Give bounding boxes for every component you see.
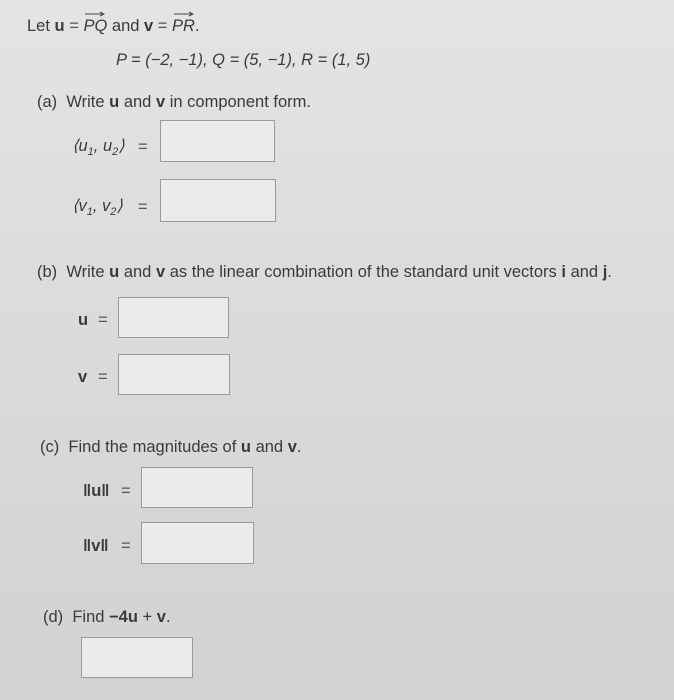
u-components-label — [72, 136, 125, 156]
part-d-plus: + — [142, 608, 153, 626]
norm-u-label: ‖u‖ — [83, 482, 110, 500]
part-b-v: v — [155, 263, 166, 281]
part-a-instr-post: in component form. — [169, 93, 311, 111]
part-b-and2: and — [570, 263, 599, 281]
part-c-and: and — [255, 438, 284, 456]
intro-let: Let — [27, 17, 50, 35]
part-a-v: v — [155, 93, 166, 111]
part-b-v-label: v — [78, 368, 88, 386]
angle-open: ⟨ — [72, 197, 79, 215]
part-d-answer-input[interactable] — [81, 637, 193, 678]
part-b-v-equals: = — [98, 368, 108, 386]
part-c-instruction — [40, 438, 301, 457]
v-linear-combination-input[interactable] — [118, 354, 230, 395]
part-b-u: u — [109, 263, 120, 281]
part-d-instr-pre: Find — [72, 608, 105, 626]
part-b-j: j — [602, 263, 608, 281]
v-components-label — [72, 196, 123, 216]
magnitude-u-input[interactable] — [141, 467, 253, 508]
part-a-label: (a) — [37, 93, 58, 111]
angle-close: ⟩ — [116, 197, 123, 215]
part-b-and: and — [123, 263, 152, 281]
intro-v: v — [144, 17, 154, 35]
part-c-instr-pre: Find the magnitudes of — [68, 438, 237, 456]
angle-close: ⟩ — [118, 137, 125, 155]
norm-v-label: ‖v‖ — [83, 537, 109, 555]
u1: u — [78, 137, 88, 155]
part-d-u: u — [127, 608, 138, 626]
v1-sub: 1 — [86, 206, 93, 218]
intro-period: . — [194, 17, 200, 35]
part-b-u-label: u — [78, 311, 89, 329]
part-c-u: u — [240, 438, 251, 456]
part-d-v: v — [156, 608, 166, 626]
part-c-v: v — [287, 438, 297, 456]
part-a-u-equals: = — [138, 138, 148, 156]
part-d-coef: −4 — [109, 608, 128, 626]
u-component-input[interactable] — [160, 120, 275, 162]
u2-sub: 2 — [112, 146, 119, 158]
v1: v — [78, 197, 87, 215]
vector-arrow-icon — [174, 11, 194, 17]
part-b-label: (b) — [37, 263, 58, 281]
vector-arrow-icon — [85, 11, 105, 17]
intro-u: u — [54, 17, 65, 35]
v2-sub: 2 — [110, 206, 117, 218]
part-b-u-equals: = — [98, 311, 108, 329]
part-b-instr-mid: as the linear combination of the standard unit vectors — [169, 263, 557, 281]
u2: u — [102, 137, 113, 155]
comma: , — [93, 137, 99, 155]
part-a-v-equals: = — [138, 198, 148, 216]
comma: , — [92, 197, 98, 215]
part-c-v-equals: = — [121, 537, 131, 555]
intro-equals-1: = — [69, 17, 79, 35]
intro-line — [27, 17, 200, 36]
part-b-i: i — [561, 263, 566, 281]
part-a-and: and — [123, 93, 152, 111]
part-c-u-equals: = — [121, 482, 131, 500]
part-a-instruction — [37, 93, 311, 112]
part-b-instr-pre: Write — [66, 263, 105, 281]
part-c-period: . — [296, 438, 302, 456]
vector-pr-label: PR — [172, 17, 195, 35]
u-linear-combination-input[interactable] — [118, 297, 229, 338]
vector-pr — [172, 17, 195, 36]
v2: v — [102, 197, 111, 215]
part-d-label: (d) — [43, 608, 64, 626]
part-b-period: . — [607, 263, 612, 281]
part-b-instruction — [37, 263, 612, 282]
part-a-u: u — [109, 93, 120, 111]
u1-sub: 1 — [87, 146, 94, 158]
intro-equals-2: = — [157, 17, 168, 35]
part-c-label: (c) — [40, 438, 60, 456]
intro-and: and — [111, 17, 140, 35]
v-component-input[interactable] — [160, 179, 276, 222]
vector-pq-label: PQ — [83, 17, 108, 35]
part-a-instr-pre: Write — [66, 93, 105, 111]
vector-pq — [83, 17, 107, 36]
angle-open: ⟨ — [72, 137, 79, 155]
part-d-period: . — [165, 608, 171, 626]
points-line: P = (−2, −1), Q = (5, −1), R = (1, 5) — [116, 51, 371, 69]
part-d-instruction — [43, 608, 171, 627]
magnitude-v-input[interactable] — [141, 522, 254, 564]
